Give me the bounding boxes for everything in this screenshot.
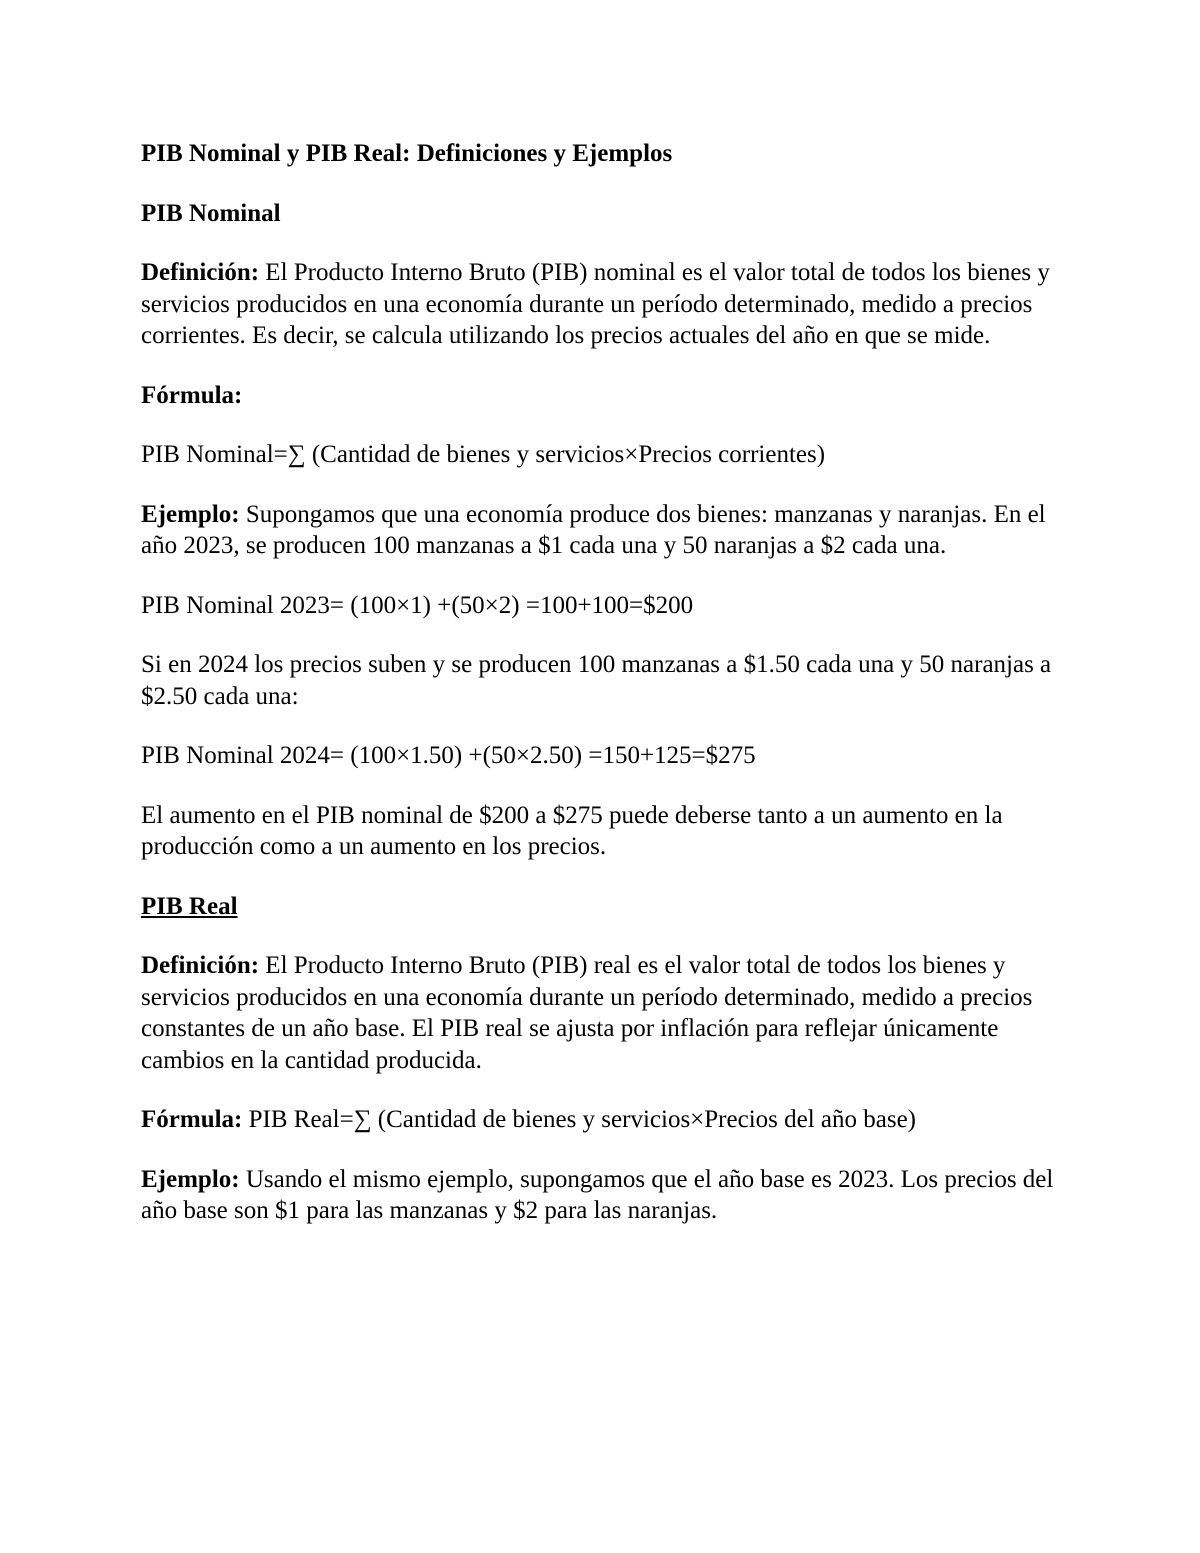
nominal-conclusion: El aumento en el PIB nominal de $200 a $275 puede deberse tanto a un aumento en la producción como a un aumento en los precios.	[141, 801, 1003, 860]
real-definition-text: El Producto Interno Bruto (PIB) real es el valor total de todos los bienes y servicios producidos en una economía durante un período determinado, medido a precios constantes de un año base. El PIB real se ajusta por inflación para reflejar únicamente cambios en la cantidad producida.	[141, 952, 1033, 1074]
nominal-example-label: Ejemplo:	[141, 500, 240, 528]
real-definition-paragraph	[141, 950, 1066, 1076]
nominal-formula: PIB Nominal=∑ (Cantidad de bienes y servicios×Precios corrientes)	[141, 441, 826, 468]
real-definition-label: Definición:	[141, 952, 260, 979]
real-formula: PIB Real=∑ (Cantidad de bienes y servicios×Precios del año base)	[242, 1106, 917, 1133]
document-page	[141, 138, 1066, 1255]
section-heading-pib-real: PIB Real	[141, 892, 238, 920]
real-formula-label: Fórmula:	[141, 1106, 243, 1133]
nominal-scenario-2024: Si en 2024 los precios suben y se producen 100 manzanas a $1.50 cada una y 50 naranjas a $2.50 cada una:	[141, 651, 1052, 710]
nominal-definition-paragraph	[141, 257, 1066, 352]
real-example-label: Ejemplo:	[141, 1165, 240, 1193]
real-formula-paragraph	[141, 1104, 1066, 1136]
document-title: PIB Nominal y PIB Real: Definiciones y Ejemplos	[141, 140, 673, 167]
nominal-definition-label: Definición:	[141, 259, 260, 286]
nominal-calc-2024: PIB Nominal 2024= (100×1.50) +(50×2.50) =150+125=$275	[141, 742, 756, 769]
nominal-definition-text: El Producto Interno Bruto (PIB) nominal es el valor total de todos los bienes y servicios producidos en una economía durante un período determinado, medido a precios corrientes. Es decir, se calcula utilizando los precios actuales del año en que se mide.	[141, 259, 1050, 349]
nominal-calc-2023: PIB Nominal 2023= (100×1) +(50×2) =100+100=$200	[141, 591, 694, 619]
real-example-text: Usando el mismo ejemplo, supongamos que el año base es 2023. Los precios del año base son $1 para las manzanas y $2 para las naranjas.	[141, 1165, 1054, 1224]
nominal-example-text: Supongamos que una economía produce dos bienes: manzanas y naranjas. En el año 2023, se producen 100 manzanas a $1 cada una y 50 naranjas a $2 cada una.	[141, 500, 1046, 559]
section-heading-pib-nominal: PIB Nominal	[141, 199, 281, 227]
nominal-example-paragraph	[141, 499, 1066, 562]
real-example-paragraph	[141, 1164, 1066, 1227]
nominal-formula-label: Fórmula:	[141, 381, 243, 409]
